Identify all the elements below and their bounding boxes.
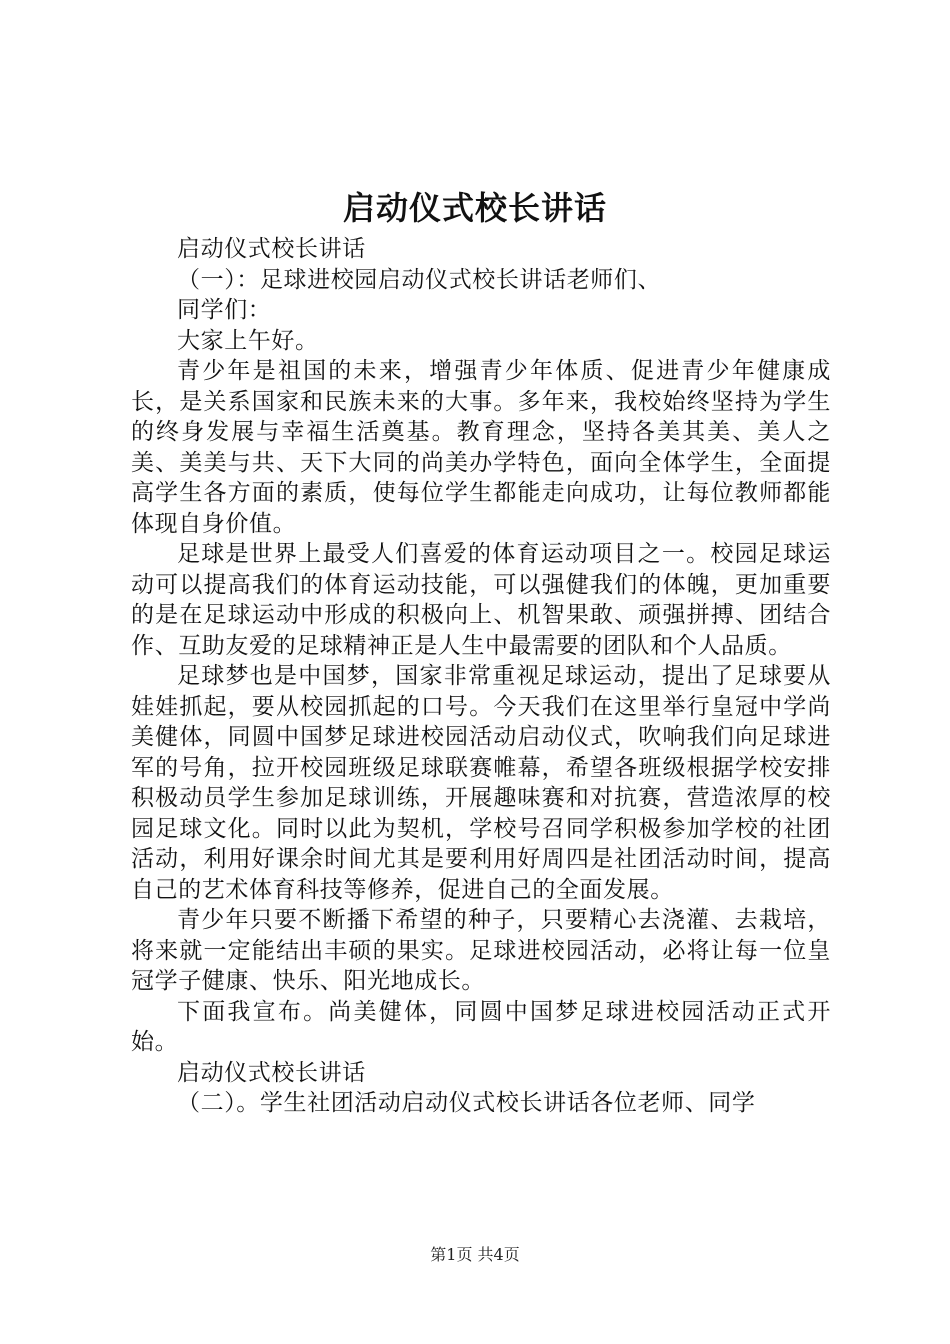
paragraph-greeting-morning: 大家上午好。 [177, 327, 319, 354]
paragraph-football-sport: 足球是世界上最受人们喜爱的体育运动项目之一。校园足球运动可以提高我们的体育运动技能，可以强健我们的体魄，更加重要的是在足球运动中形成的积极向上、机智果敢、顽强拼搏、团结合作、互助友爱的足球精神正是人生中最需要的团队和个人品质。 [131, 541, 831, 659]
paragraph-football-dream: 足球梦也是中国梦，国家非常重视足球运动，提出了足球要从娃娃抓起，要从校园抓起的口号。今天我们在这里举行皇冠中学尚美健体，同圆中国梦足球进校园活动启动仪式，吹响我们向足球进军的号角，拉开校园班级足球联赛帷幕，希望各班级根据学校安排积极动员学生参加足球训练，开展趣味赛和对抗赛，营造浓厚的校园足球文化。同时以此为契机，学校号召同学积极参加学校的社团活动，利用好课余时间尤其是要利用好周四是社团活动时间，提高自己的艺术体育科技等修养，促进自己的全面发展。 [131, 663, 831, 903]
paragraph-seeds-of-hope: 青少年只要不断播下希望的种子，只要精心去浇灌、去栽培，将来就一定能结出丰硕的果实。足球进校园活动，必将让每一位皇冠学子健康、快乐、阳光地成长。 [131, 907, 831, 994]
page-number-footer: 第1页 共4页 [430, 1245, 520, 1264]
paragraph-youth-health: 青少年是祖国的未来，增强青少年体质、促进青少年健康成长，是关系国家和民族未来的大事。多年来，我校始终坚持为学生的终身发展与幸福生活奠基。教育理念，坚持各美其美、美人之美、美美与共、天下大同的尚美办学特色，面向全体学生，全面提高学生各方面的素质，使每位学生都能走向成功，让每位教师都能体现自身价值。 [131, 358, 831, 537]
paragraph-section-1-title: （一）：足球进校园启动仪式校长讲话老师们、 [177, 266, 662, 293]
paragraph-heading-1: 启动仪式校长讲话 [177, 236, 366, 262]
paragraph-announcement: 下面我宣布。尚美健体，同圆中国梦足球进校园活动正式开始。 [131, 998, 831, 1055]
paragraph-greeting-students: 同学们： [177, 297, 272, 323]
document-body [131, 234, 831, 1119]
paragraph-heading-2: 启动仪式校长讲话 [177, 1059, 366, 1086]
document-title: 启动仪式校长讲话 [342, 189, 607, 227]
paragraph-section-2-title: （二）。学生社团活动启动仪式校长讲话各位老师、同学 [177, 1090, 756, 1116]
